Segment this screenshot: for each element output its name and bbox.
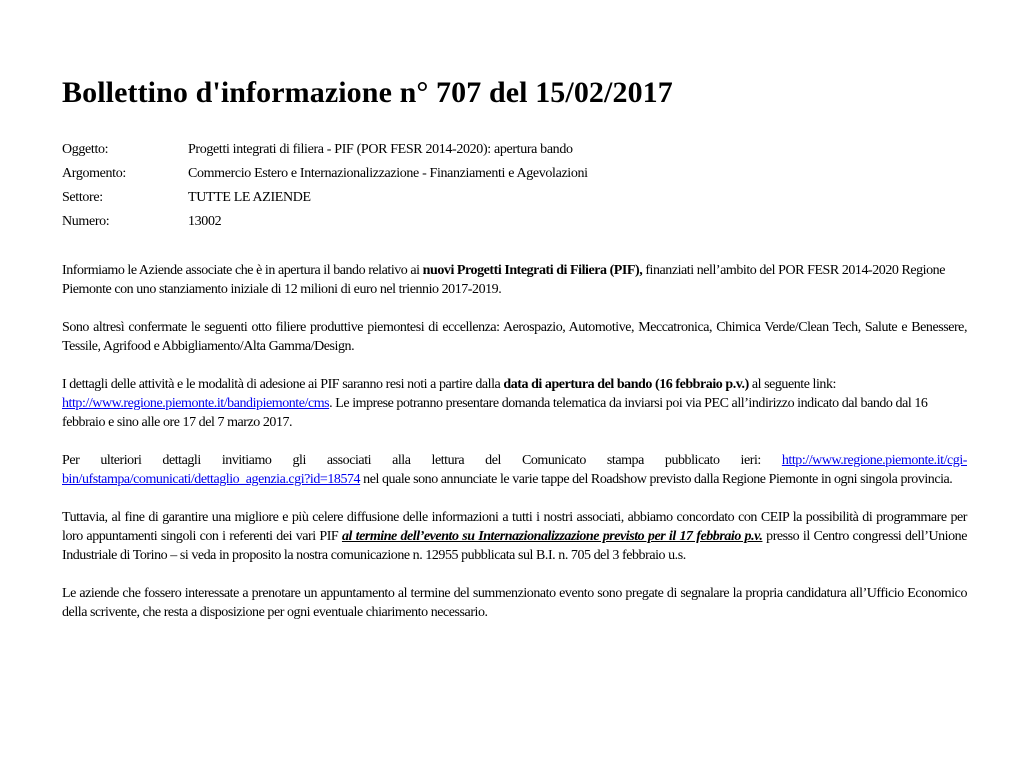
article-body [62,261,967,622]
paragraph-text: nel quale sono annunciate le varie tappe del Roadshow previsto dalla Regione Piemonte in ogni singola provincia. [360,472,953,487]
paragraph-text: Informiamo le Aziende associate che è in apertura il bando relativo ai [62,263,423,278]
meta-value: Commercio Estero e Internazionalizzazione - Finanziamenti e Agevolazioni [188,166,588,181]
paragraph-text: Per ulteriori dettagli invitiamo gli associati alla lettura del Comunicato stampa pubblicato ieri: [62,453,782,468]
paragraph-bold-text: data di apertura del bando (16 febbraio p.v.) [503,377,749,392]
paragraph-emphasis-text: al termine dell’evento su Internazionalizzazione previsto per il 17 febbraio p.v. [341,529,763,544]
paragraph-text: finanziati nell’ambito del POR FESR 2014-2020 Regione Piemonte con uno stanziamento iniziale di 12 milioni di euro nel triennio 2017-2019. [62,263,945,297]
meta-label: Oggetto: [62,142,109,157]
meta-row-numero [62,210,588,234]
meta-row-argomento [62,162,588,186]
meta-row-settore [62,186,588,210]
meta-value: Progetti integrati di filiera - PIF (POR FESR 2014-2020): apertura bando [188,142,573,157]
meta-label: Argomento: [62,166,126,181]
meta-label: Settore: [62,190,103,205]
metadata-table [62,138,588,234]
paragraph-prenotazione [62,584,967,622]
paragraph-filiere [62,318,967,356]
comunicato-link[interactable]: http://www.regione.piemonte.it/cgi-bin/ufstampa/comunicati/dettaglio_agenzia.cgi?id=18574 [62,453,967,487]
paragraph-bold-text: nuovi Progetti Integrati di Filiera (PIF), [422,263,643,278]
bandi-link[interactable]: http://www.regione.piemonte.it/bandipiemonte/cms [62,396,330,411]
paragraph-text: al seguente link: [748,377,836,392]
paragraph-intro [62,261,967,299]
paragraph-text: presso il Centro congressi dell’Unione Industriale di Torino – si veda in proposito la nostra comunicazione n. 12955 pubblicata sul B.I. n. 705 del 3 febbraio u.s. [62,529,967,563]
paragraph-text: Sono altresì confermate le seguenti otto filiere produttive piemontesi di eccellenza: Aerospazio, Automotive, Meccatronica, Chimica Verde/Clean Tech, Salute e Benessere, Tessile, Agrifood e Abbigliamento/Alta Gamma/Design. [62,320,967,354]
meta-value: TUTTE LE AZIENDE [188,190,311,205]
paragraph-text: I dettagli delle attività e le modalità di adesione ai PIF saranno resi noti a partire dalla [62,377,504,392]
meta-value: 13002 [188,214,222,229]
paragraph-dettagli [62,375,967,432]
paragraph-text: . Le imprese potranno presentare domanda telematica da inviarsi poi via PEC all’indirizzo indicato dal bando dal 16 febbraio e sino alle ore 17 del 7 marzo 2017. [62,396,928,430]
paragraph-text: Le aziende che fossero interessate a prenotare un appuntamento al termine del summenzionato evento sono pregate di segnalare la propria candidatura all’Ufficio Economico della scrivente, che resta a disposizione per ogni eventuale chiarimento necessario. [62,586,967,620]
page-title: Bollettino d'informazione n° 707 del 15/02/2017 [62,76,673,109]
meta-label: Numero: [62,214,110,229]
paragraph-comunicato [62,451,967,489]
meta-row-oggetto [62,138,588,162]
paragraph-text: Tuttavia, al fine di garantire una migliore e più celere diffusione delle informazioni a tutti i nostri associati, abbiamo concordato con CEIP la possibilità di programmare per loro appuntamenti singoli con i referenti dei vari PIF [62,510,967,544]
paragraph-appuntamenti [62,508,967,565]
